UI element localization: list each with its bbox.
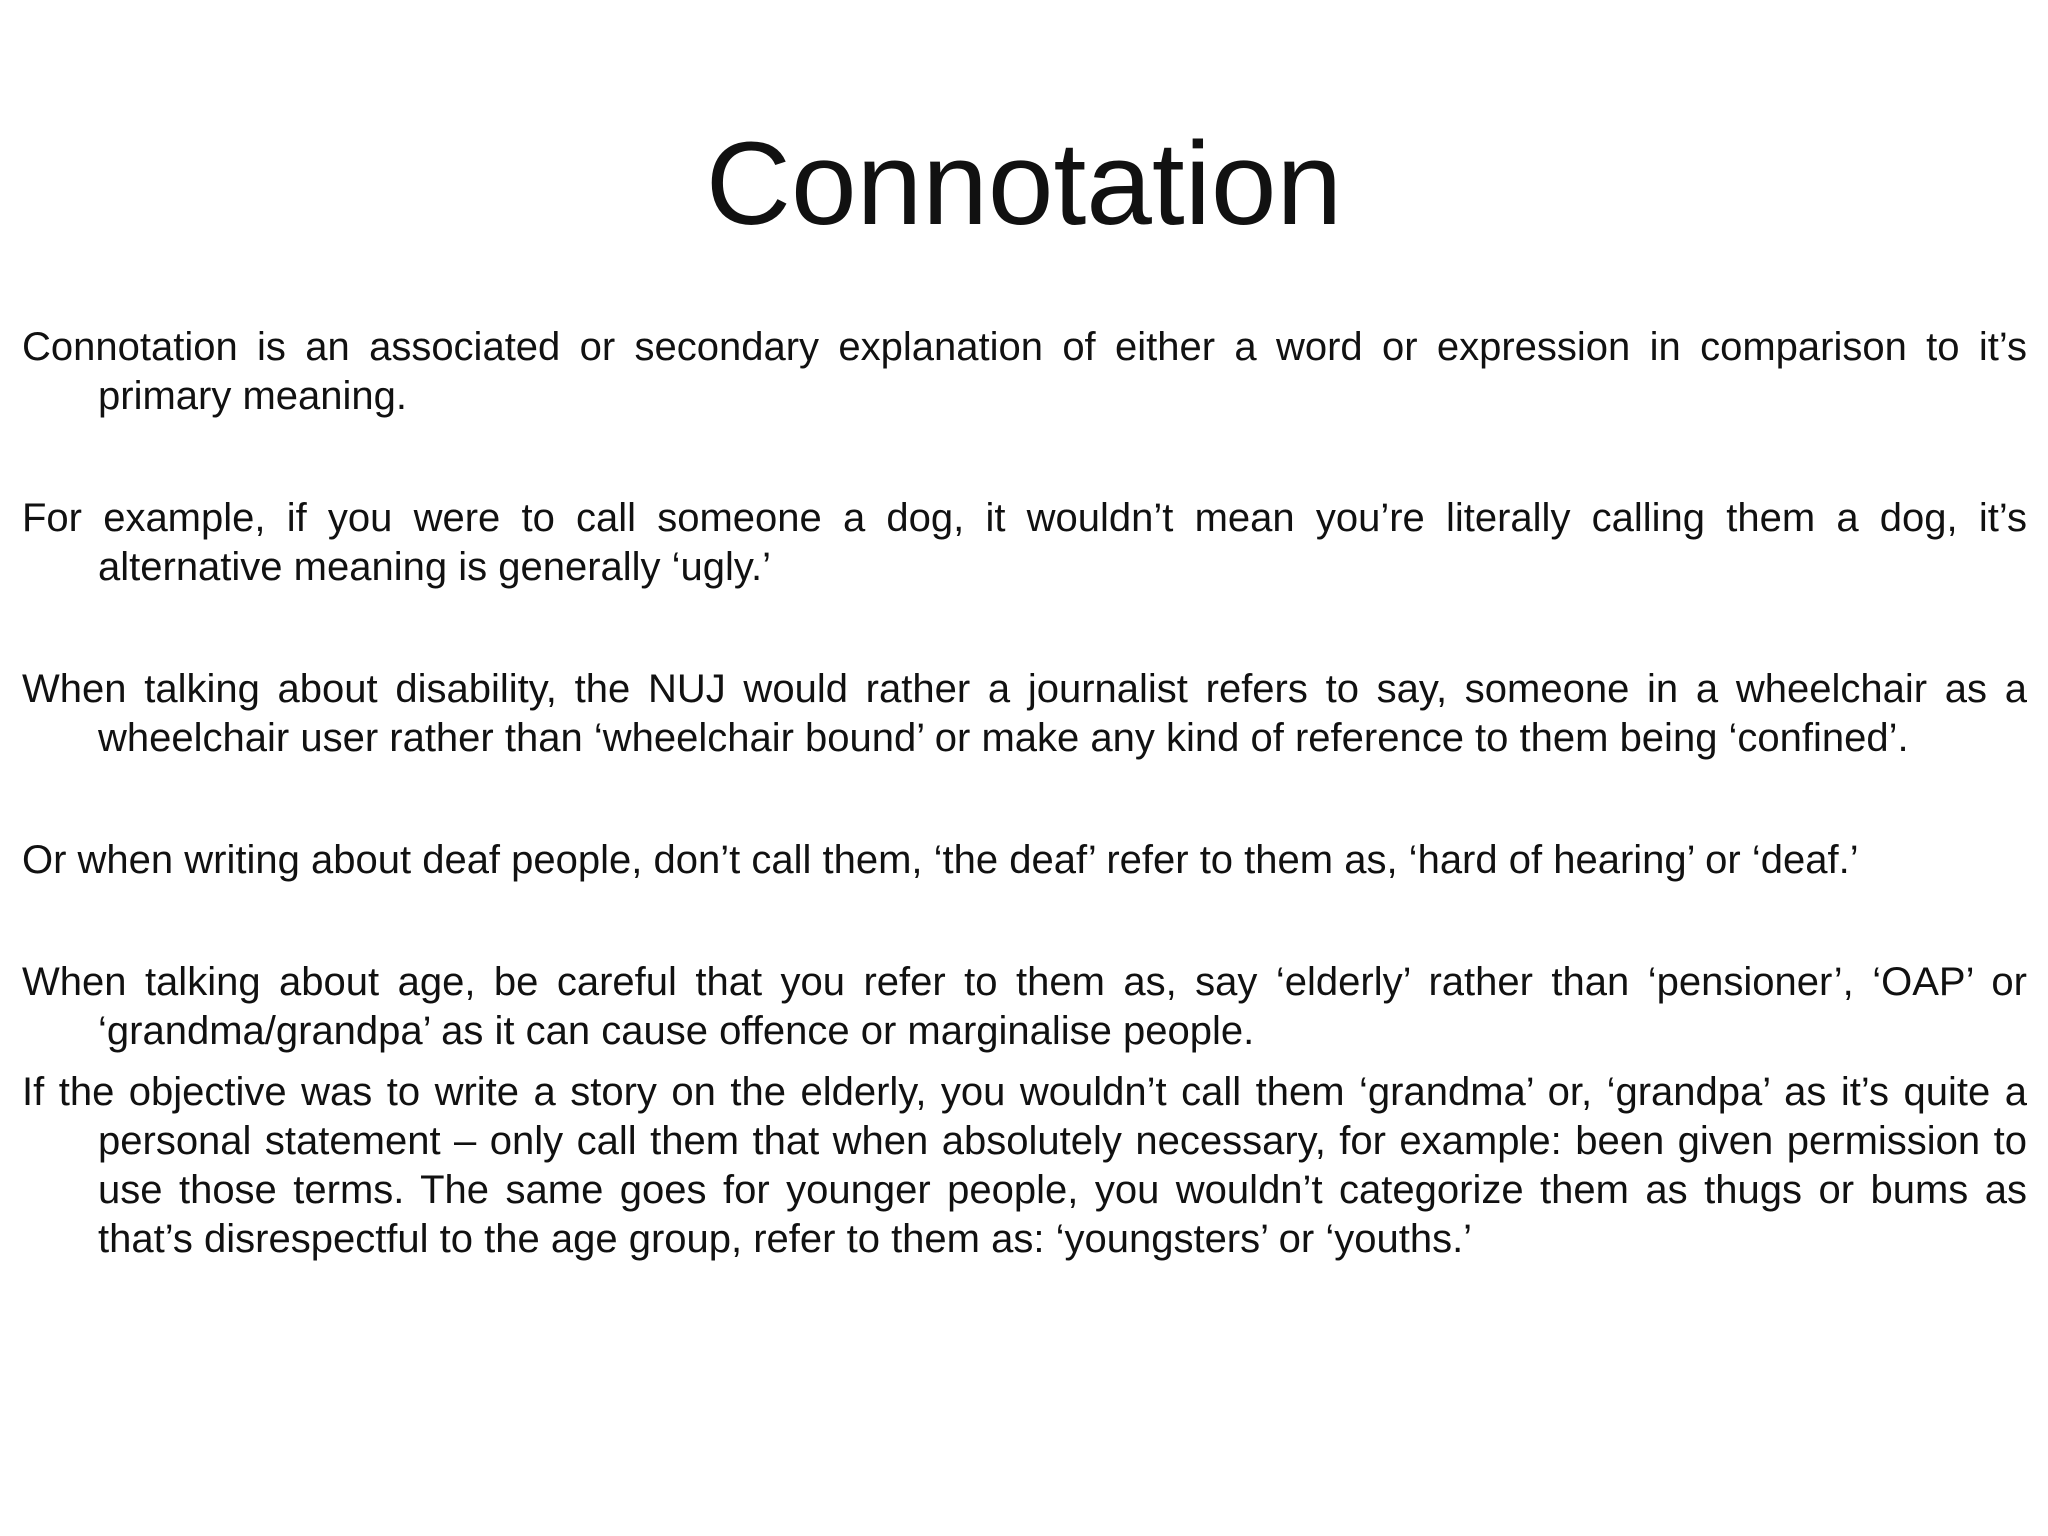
paragraph-age: When talking about age, be careful that you refer to them as, say ‘elderly’ rather than ‘pensioner’, ‘OAP’ or ‘grandma/grandpa’ as it can cause offence or marginalise people. — [22, 960, 2027, 1053]
slide-body — [22, 323, 2027, 1264]
paragraph-example: For example, if you were to call someone a dog, it wouldn’t mean you’re literally calling them a dog, it’s alternative meaning is generally ‘ugly.’ — [22, 496, 2027, 589]
paragraph-definition: Connotation is an associated or secondary explanation of either a word or expression in comparison to it’s primary meaning. — [22, 325, 2027, 418]
paragraph-elderly-younger: If the objective was to write a story on the elderly, you wouldn’t call them ‘grandma’ or, ‘grandpa’ as it’s quite a personal statement – only call them that when absolutely necessary, for example: been given permission to use those terms. The same goes for younger people, you wouldn’t categorize them as thugs or bums as that’s disrespectful to the age group, refer to them as: ‘youngsters’ or ‘youths.’ — [22, 1070, 2027, 1261]
paragraph-disability: When talking about disability, the NUJ would rather a journalist refers to say, someone in a wheelchair as a wheelchair user rather than ‘wheelchair bound’ or make any kind of reference to them being ‘confined’. — [22, 667, 2027, 760]
slide-title: Connotation — [705, 118, 1343, 250]
paragraph-deaf: Or when writing about deaf people, don’t call them, ‘the deaf’ refer to them as, ‘hard of hearing’ or ‘deaf.’ — [22, 838, 1859, 882]
